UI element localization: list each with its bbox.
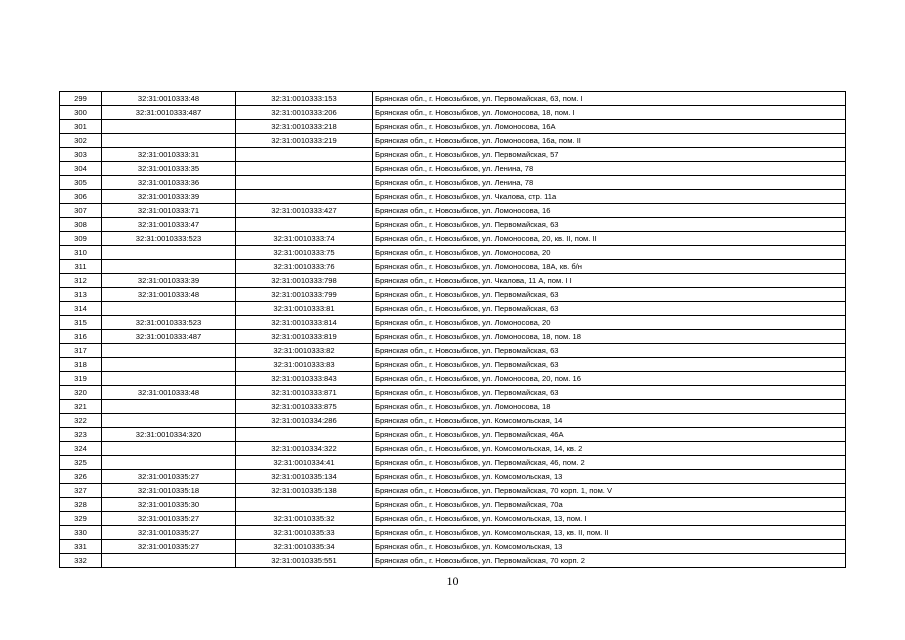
address-cell: Брянская обл., г. Новозыбков, ул. Ломоносова, 16 — [373, 204, 846, 218]
table-row — [60, 246, 846, 260]
table-row — [60, 442, 846, 456]
row-number-cell: 304 — [60, 162, 102, 176]
address-cell: Брянская обл., г. Новозыбков, ул. Ломоносова, 18, пом. 18 — [373, 330, 846, 344]
address-cell: Брянская обл., г. Новозыбков, ул. Первомайская, 63 — [373, 218, 846, 232]
object-number-cell: 32:31:0010335:138 — [236, 484, 373, 498]
table-row — [60, 344, 846, 358]
object-number-cell: 32:31:0010335:551 — [236, 554, 373, 568]
row-number-cell: 315 — [60, 316, 102, 330]
row-number-cell: 303 — [60, 148, 102, 162]
table-row — [60, 190, 846, 204]
object-number-cell: 32:31:0010334:286 — [236, 414, 373, 428]
table-row — [60, 372, 846, 386]
object-number-cell: 32:31:0010335:134 — [236, 470, 373, 484]
object-number-cell: 32:31:0010333:75 — [236, 246, 373, 260]
table-row — [60, 428, 846, 442]
address-cell: Брянская обл., г. Новозыбков, ул. Первомайская, 63 — [373, 302, 846, 316]
row-number-cell: 302 — [60, 134, 102, 148]
parcel-number-cell: 32:31:0010335:18 — [102, 484, 236, 498]
object-number-cell — [236, 148, 373, 162]
row-number-cell: 322 — [60, 414, 102, 428]
row-number-cell: 328 — [60, 498, 102, 512]
address-cell: Брянская обл., г. Новозыбков, ул. Первомайская, 57 — [373, 148, 846, 162]
parcel-number-cell: 32:31:0010333:487 — [102, 330, 236, 344]
parcel-number-cell — [102, 246, 236, 260]
table-row — [60, 400, 846, 414]
parcel-number-cell — [102, 260, 236, 274]
address-cell: Брянская обл., г. Новозыбков, ул. Первомайская, 63 — [373, 358, 846, 372]
table-row — [60, 218, 846, 232]
address-cell: Брянская обл., г. Новозыбков, ул. Ломоносова, 16А — [373, 120, 846, 134]
parcel-number-cell: 32:31:0010333:48 — [102, 288, 236, 302]
object-number-cell: 32:31:0010333:871 — [236, 386, 373, 400]
parcel-number-cell: 32:31:0010333:48 — [102, 386, 236, 400]
address-cell: Брянская обл., г. Новозыбков, ул. Первомайская, 63, пом. I — [373, 92, 846, 106]
object-number-cell — [236, 176, 373, 190]
row-number-cell: 329 — [60, 512, 102, 526]
row-number-cell: 319 — [60, 372, 102, 386]
row-number-cell: 320 — [60, 386, 102, 400]
address-cell: Брянская обл., г. Новозыбков, ул. Ленина, 78 — [373, 162, 846, 176]
table-row — [60, 232, 846, 246]
parcel-number-cell: 32:31:0010333:71 — [102, 204, 236, 218]
row-number-cell: 325 — [60, 456, 102, 470]
object-number-cell: 32:31:0010335:32 — [236, 512, 373, 526]
table-row — [60, 526, 846, 540]
object-number-cell: 32:31:0010333:843 — [236, 372, 373, 386]
table-row — [60, 554, 846, 568]
address-cell: Брянская обл., г. Новозыбков, ул. Комсомольская, 13, пом. I — [373, 512, 846, 526]
address-cell: Брянская обл., г. Новозыбков, ул. Ленина, 78 — [373, 176, 846, 190]
parcel-number-cell: 32:31:0010333:39 — [102, 274, 236, 288]
table-row — [60, 386, 846, 400]
table-row — [60, 498, 846, 512]
row-number-cell: 305 — [60, 176, 102, 190]
row-number-cell: 310 — [60, 246, 102, 260]
object-number-cell: 32:31:0010333:76 — [236, 260, 373, 274]
object-number-cell: 32:31:0010333:83 — [236, 358, 373, 372]
address-cell: Брянская обл., г. Новозыбков, ул. Первомайская, 63 — [373, 386, 846, 400]
row-number-cell: 324 — [60, 442, 102, 456]
address-cell: Брянская обл., г. Новозыбков, ул. Чкалова, 11 А, пом. I I — [373, 274, 846, 288]
row-number-cell: 323 — [60, 428, 102, 442]
address-cell: Брянская обл., г. Новозыбков, ул. Комсомольская, 14 — [373, 414, 846, 428]
table-row — [60, 204, 846, 218]
address-cell: Брянская обл., г. Новозыбков, ул. Комсомольская, 13 — [373, 470, 846, 484]
address-cell: Брянская обл., г. Новозыбков, ул. Ломоносова, 20, кв. II, пом. II — [373, 232, 846, 246]
address-cell: Брянская обл., г. Новозыбков, ул. Ломоносова, 18, пом. I — [373, 106, 846, 120]
table-row — [60, 414, 846, 428]
parcel-number-cell: 32:31:0010334:320 — [102, 428, 236, 442]
address-cell: Брянская обл., г. Новозыбков, ул. Ломоносова, 20 — [373, 246, 846, 260]
row-number-cell: 307 — [60, 204, 102, 218]
address-cell: Брянская обл., г. Новозыбков, ул. Комсомольская, 13 — [373, 540, 846, 554]
row-number-cell: 318 — [60, 358, 102, 372]
row-number-cell: 330 — [60, 526, 102, 540]
address-cell: Брянская обл., г. Новозыбков, ул. Ломоносова, 16а, пом. II — [373, 134, 846, 148]
address-cell: Брянская обл., г. Новозыбков, ул. Чкалова, стр. 11а — [373, 190, 846, 204]
parcel-number-cell — [102, 134, 236, 148]
row-number-cell: 299 — [60, 92, 102, 106]
row-number-cell: 312 — [60, 274, 102, 288]
object-number-cell: 32:31:0010333:153 — [236, 92, 373, 106]
row-number-cell: 311 — [60, 260, 102, 274]
address-cell: Брянская обл., г. Новозыбков, ул. Первомайская, 70а — [373, 498, 846, 512]
parcel-number-cell: 32:31:0010335:27 — [102, 512, 236, 526]
object-number-cell: 32:31:0010333:799 — [236, 288, 373, 302]
row-number-cell: 301 — [60, 120, 102, 134]
parcel-number-cell — [102, 456, 236, 470]
table-row — [60, 176, 846, 190]
parcel-number-cell: 32:31:0010333:47 — [102, 218, 236, 232]
table-row — [60, 288, 846, 302]
parcel-number-cell — [102, 442, 236, 456]
object-number-cell: 32:31:0010333:82 — [236, 344, 373, 358]
table-row — [60, 106, 846, 120]
address-cell: Брянская обл., г. Новозыбков, ул. Первомайская, 70 корп. 1, пом. V — [373, 484, 846, 498]
object-number-cell: 32:31:0010333:814 — [236, 316, 373, 330]
address-cell: Брянская обл., г. Новозыбков, ул. Ломоносова, 20 — [373, 316, 846, 330]
table-row — [60, 134, 846, 148]
object-number-cell: 32:31:0010334:41 — [236, 456, 373, 470]
table-row — [60, 148, 846, 162]
address-cell: Брянская обл., г. Новозыбков, ул. Первомайская, 46А — [373, 428, 846, 442]
object-number-cell — [236, 162, 373, 176]
table-row — [60, 120, 846, 134]
object-number-cell — [236, 428, 373, 442]
address-cell: Брянская обл., г. Новозыбков, ул. Первомайская, 46, пом. 2 — [373, 456, 846, 470]
address-cell: Брянская обл., г. Новозыбков, ул. Первомайская, 70 корп. 2 — [373, 554, 846, 568]
table-row — [60, 260, 846, 274]
cadastral-table-body — [60, 92, 846, 568]
table-row — [60, 274, 846, 288]
parcel-number-cell: 32:31:0010333:35 — [102, 162, 236, 176]
row-number-cell: 300 — [60, 106, 102, 120]
page-number: 10 — [446, 574, 459, 588]
parcel-number-cell: 32:31:0010335:30 — [102, 498, 236, 512]
object-number-cell — [236, 498, 373, 512]
address-cell: Брянская обл., г. Новозыбков, ул. Комсомольская, 13, кв. II, пом. II — [373, 526, 846, 540]
object-number-cell: 32:31:0010333:81 — [236, 302, 373, 316]
object-number-cell: 32:31:0010334:322 — [236, 442, 373, 456]
parcel-number-cell: 32:31:0010333:31 — [102, 148, 236, 162]
object-number-cell: 32:31:0010333:427 — [236, 204, 373, 218]
parcel-number-cell: 32:31:0010333:36 — [102, 176, 236, 190]
table-row — [60, 512, 846, 526]
row-number-cell: 327 — [60, 484, 102, 498]
cadastral-table — [59, 91, 846, 568]
address-cell: Брянская обл., г. Новозыбков, ул. Первомайская, 63 — [373, 344, 846, 358]
parcel-number-cell: 32:31:0010335:27 — [102, 526, 236, 540]
row-number-cell: 332 — [60, 554, 102, 568]
table-row — [60, 330, 846, 344]
table-row — [60, 456, 846, 470]
row-number-cell: 331 — [60, 540, 102, 554]
table-row — [60, 358, 846, 372]
address-cell: Брянская обл., г. Новозыбков, ул. Ломоносова, 18А, кв. б/н — [373, 260, 846, 274]
object-number-cell: 32:31:0010333:218 — [236, 120, 373, 134]
parcel-number-cell — [102, 358, 236, 372]
table-row — [60, 92, 846, 106]
table-row — [60, 162, 846, 176]
object-number-cell: 32:31:0010333:875 — [236, 400, 373, 414]
table-row — [60, 540, 846, 554]
parcel-number-cell: 32:31:0010335:27 — [102, 540, 236, 554]
object-number-cell: 32:31:0010335:33 — [236, 526, 373, 540]
object-number-cell — [236, 218, 373, 232]
row-number-cell: 308 — [60, 218, 102, 232]
parcel-number-cell: 32:31:0010333:523 — [102, 232, 236, 246]
row-number-cell: 321 — [60, 400, 102, 414]
table-row — [60, 484, 846, 498]
parcel-number-cell — [102, 554, 236, 568]
object-number-cell: 32:31:0010333:798 — [236, 274, 373, 288]
address-cell: Брянская обл., г. Новозыбков, ул. Первомайская, 63 — [373, 288, 846, 302]
parcel-number-cell: 32:31:0010333:39 — [102, 190, 236, 204]
parcel-number-cell — [102, 120, 236, 134]
row-number-cell: 317 — [60, 344, 102, 358]
parcel-number-cell — [102, 302, 236, 316]
row-number-cell: 326 — [60, 470, 102, 484]
object-number-cell: 32:31:0010333:819 — [236, 330, 373, 344]
table-row — [60, 302, 846, 316]
parcel-number-cell: 32:31:0010333:48 — [102, 92, 236, 106]
address-cell: Брянская обл., г. Новозыбков, ул. Ломоносова, 18 — [373, 400, 846, 414]
row-number-cell: 316 — [60, 330, 102, 344]
address-cell: Брянская обл., г. Новозыбков, ул. Комсомольская, 14, кв. 2 — [373, 442, 846, 456]
object-number-cell: 32:31:0010333:206 — [236, 106, 373, 120]
parcel-number-cell — [102, 400, 236, 414]
parcel-number-cell: 32:31:0010333:487 — [102, 106, 236, 120]
object-number-cell: 32:31:0010335:34 — [236, 540, 373, 554]
object-number-cell: 32:31:0010333:74 — [236, 232, 373, 246]
parcel-number-cell — [102, 372, 236, 386]
row-number-cell: 313 — [60, 288, 102, 302]
parcel-number-cell — [102, 344, 236, 358]
table-row — [60, 316, 846, 330]
parcel-number-cell — [102, 414, 236, 428]
object-number-cell: 32:31:0010333:219 — [236, 134, 373, 148]
address-cell: Брянская обл., г. Новозыбков, ул. Ломоносова, 20, пом. 16 — [373, 372, 846, 386]
parcel-number-cell: 32:31:0010335:27 — [102, 470, 236, 484]
parcel-number-cell: 32:31:0010333:523 — [102, 316, 236, 330]
row-number-cell: 314 — [60, 302, 102, 316]
table-row — [60, 470, 846, 484]
row-number-cell: 306 — [60, 190, 102, 204]
row-number-cell: 309 — [60, 232, 102, 246]
object-number-cell — [236, 190, 373, 204]
